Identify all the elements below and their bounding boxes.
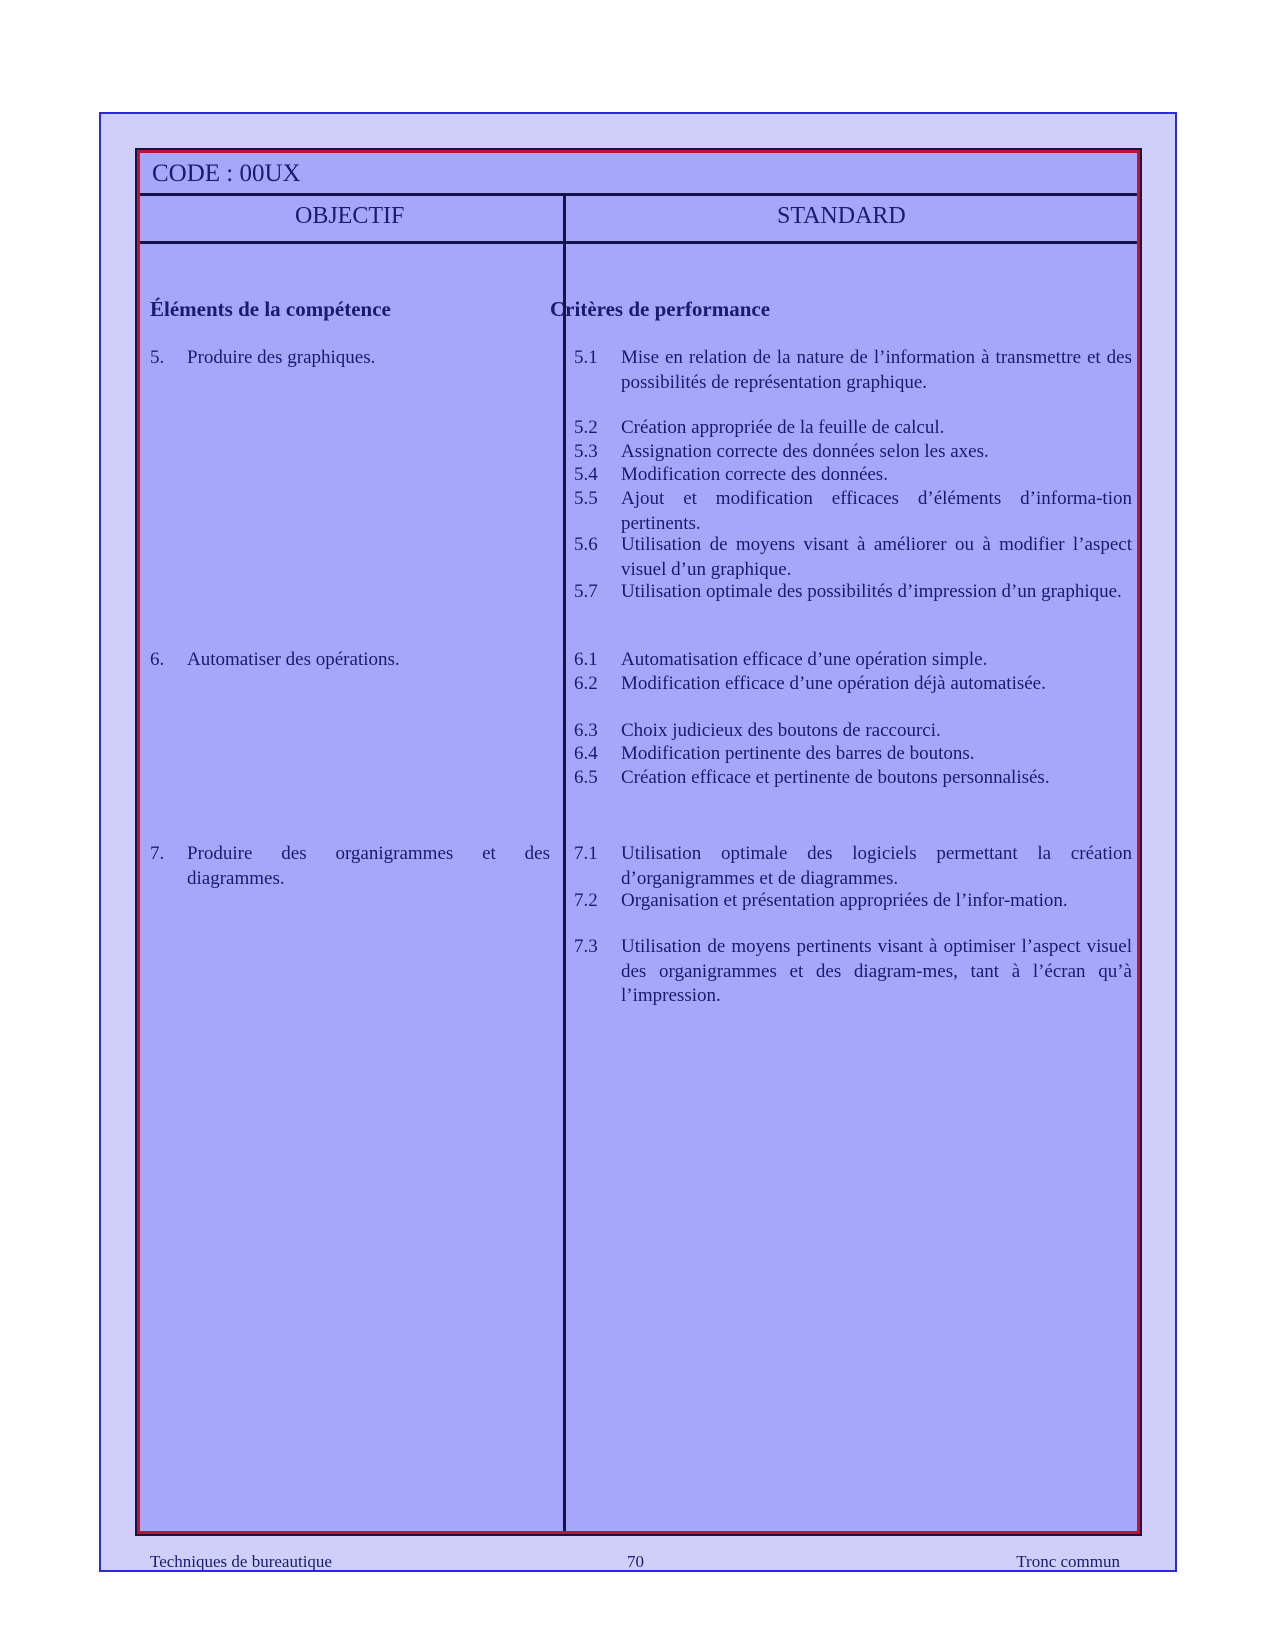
criteria-heading: Critères de performance	[550, 297, 771, 321]
criterion-number: 6.4	[574, 743, 598, 764]
criterion-text: Création appropriée de la feuille de calcul.	[621, 417, 945, 438]
criterion-text: Modification efficace d’une opération déjà automatisée.	[621, 673, 1046, 694]
criterion-item	[574, 580, 1132, 605]
criterion-text: Utilisation optimale des logiciels permettant la création d’organigrammes et de diagrammes.	[621, 843, 1132, 889]
criterion-number: 5.7	[574, 581, 598, 602]
criterion-number: 5.3	[574, 441, 598, 462]
criterion-number: 5.5	[574, 488, 598, 509]
criterion-number: 7.2	[574, 890, 598, 911]
criterion-text: Automatisation efficace d’une opération simple.	[621, 649, 988, 670]
criterion-number: 5.2	[574, 417, 598, 438]
header-standard: STANDARD	[777, 203, 906, 229]
criterion-text: Création efficace et pertinente de boutons personnalisés.	[621, 767, 1050, 788]
criterion-number: 6.1	[574, 649, 598, 670]
competence-table	[137, 150, 1140, 1534]
criterion-number: 6.2	[574, 673, 598, 694]
criterion-item	[574, 346, 1132, 395]
criterion-item	[574, 672, 1132, 697]
criterion-text: Assignation correcte des données selon les axes.	[621, 441, 989, 462]
criterion-number: 5.1	[574, 347, 598, 368]
criterion-text: Organisation et présentation appropriées de l’infor-mation.	[621, 890, 1068, 911]
criterion-text: Utilisation de moyens visant à améliorer ou à modifier l’aspect visuel d’un graphique.	[621, 534, 1132, 580]
criterion-item	[574, 533, 1132, 582]
criterion-item	[574, 416, 1132, 441]
criterion-item	[574, 440, 1132, 465]
criterion-item	[574, 487, 1132, 536]
element-number: 6.	[150, 649, 165, 670]
criterion-text: Modification correcte des données.	[621, 464, 888, 485]
header-objectif: OBJECTIF	[295, 203, 405, 229]
element-item	[150, 648, 550, 673]
page-footer	[150, 1552, 1120, 1572]
criterion-text: Ajout et modification efficaces d’éléments d’informa-tion pertinents.	[621, 488, 1132, 534]
column-divider	[563, 193, 566, 1531]
criterion-number: 7.1	[574, 843, 598, 864]
criterion-item	[574, 648, 1132, 673]
criterion-number: 5.4	[574, 464, 598, 485]
footer-program: Techniques de bureautique	[150, 1552, 332, 1571]
element-number: 7.	[150, 843, 165, 864]
criterion-item	[574, 719, 1132, 744]
element-item	[150, 842, 550, 891]
criterion-text: Mise en relation de la nature de l’information à transmettre et des possibilités de représentation graphique.	[621, 347, 1132, 393]
criterion-item	[574, 842, 1132, 891]
footer-section: Tronc commun	[1016, 1552, 1120, 1571]
element-item	[150, 346, 550, 371]
criterion-number: 6.5	[574, 767, 598, 788]
criterion-item	[574, 935, 1132, 1009]
elements-heading: Éléments de la compétence	[150, 297, 391, 321]
criterion-text: Choix judicieux des boutons de raccourci.	[621, 720, 941, 741]
element-text: Automatiser des opérations.	[187, 649, 400, 670]
criterion-number: 7.3	[574, 936, 598, 957]
criterion-text: Modification pertinente des barres de boutons.	[621, 743, 975, 764]
element-text: Produire des graphiques.	[187, 347, 376, 368]
criterion-number: 5.6	[574, 534, 598, 555]
footer-page-number: 70	[627, 1552, 644, 1571]
element-number: 5.	[150, 347, 165, 368]
criterion-text: Utilisation de moyens pertinents visant à optimiser l’aspect visuel des organigrammes et des diagram-mes, tant à l’écran qu’à l’impression.	[621, 936, 1132, 1006]
criterion-item	[574, 889, 1132, 914]
criterion-item	[574, 742, 1132, 767]
criterion-text: Utilisation optimale des possibilités d’impression d’un graphique.	[621, 581, 1122, 602]
criterion-item	[574, 463, 1132, 488]
element-text: Produire des organigrammes et des diagrammes.	[187, 843, 550, 889]
code-row	[140, 153, 1137, 196]
code-label: CODE : 00UX	[152, 160, 301, 187]
criterion-number: 6.3	[574, 720, 598, 741]
header-row	[140, 193, 1137, 244]
criterion-item	[574, 766, 1132, 791]
